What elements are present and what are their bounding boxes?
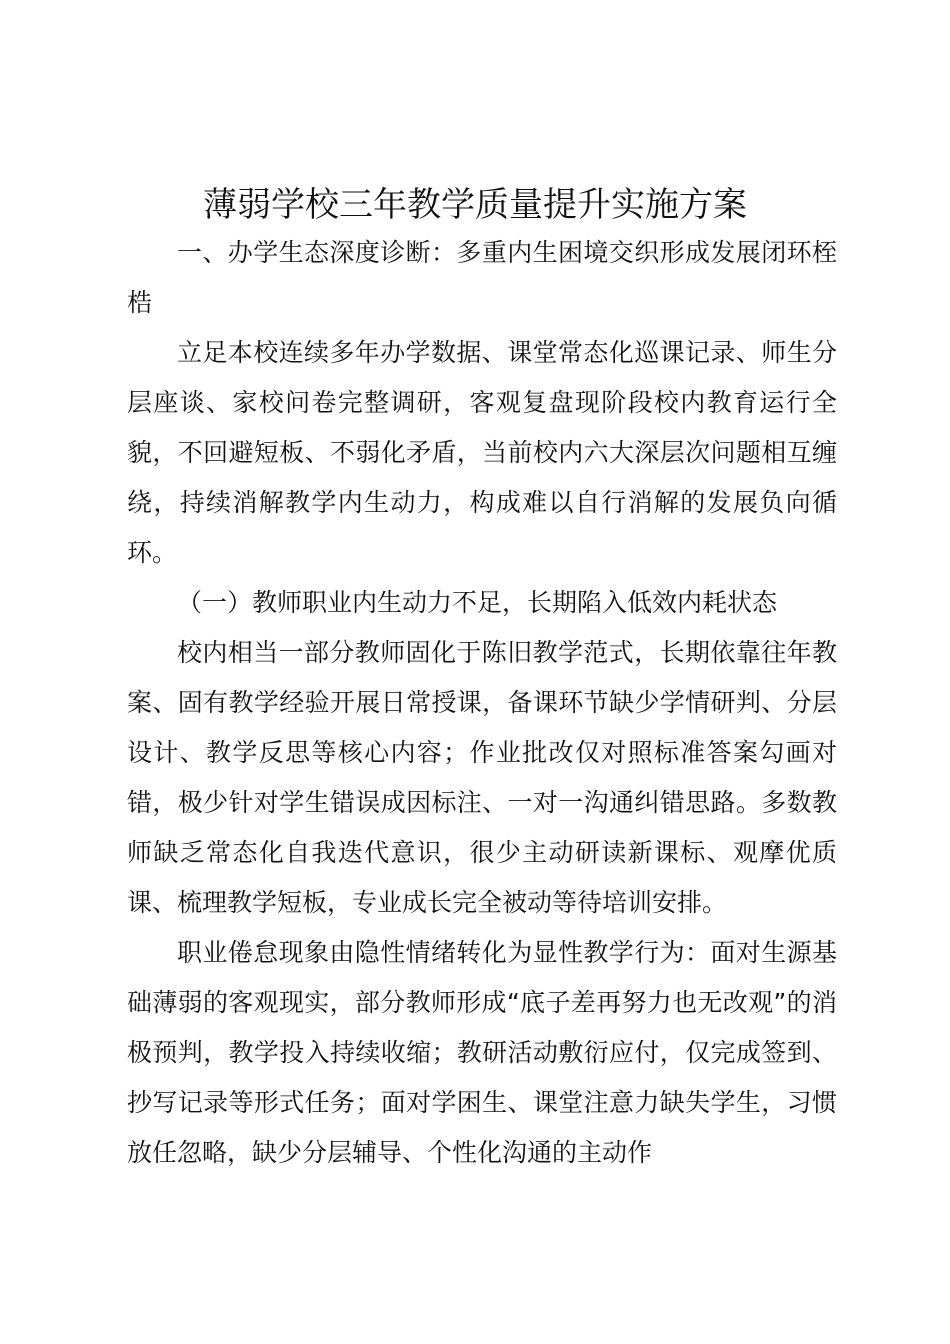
body-paragraph: 职业倦怠现象由隐性情绪转化为显性教学行为：面对生源基础薄弱的客观现实，部分教师形成“底子差再努力也无改观”的消极预判，教学投入持续收缩；教研活动敷衍应付，仅完成签到、抄写记录等形式任务；面对学困生、课堂注意力缺失学生，习惯放任忽略，缺少分层辅导、个性化沟通的主动作 <box>127 938 837 1167</box>
subsection-heading: （一）教师职业内生动力不足，长期陷入低效内耗状态 <box>177 588 778 617</box>
section-heading: 一、办学生态深度诊断：多重内生困境交织形成发展闭环桎梏 <box>127 238 837 317</box>
document-body <box>127 228 837 1178</box>
document-title: 薄弱学校三年教学质量提升实施方案 <box>203 185 747 225</box>
body-paragraph: 立足本校连续多年办学数据、课堂常态化巡课记录、师生分层座谈、家校问卷完整调研，客观复盘现阶段校内教育运行全貌，不回避短板、不弱化矛盾，当前校内六大深层次问题相互缠绕，持续消解教学内生动力，构成难以自行消解的发展负向循环。 <box>127 338 837 567</box>
body-paragraph: 校内相当一部分教师固化于陈旧教学范式，长期依靠往年教案、固有教学经验开展日常授课，备课环节缺少学情研判、分层设计、教学反思等核心内容；作业批改仅对照标准答案勾画对错，极少针对学生错误成因标注、一对一沟通纠错思路。多数教师缺乏常态化自我迭代意识，很少主动研读新课标、观摩优质课、梳理教学短板，专业成长完全被动等待培训安排。 <box>127 638 837 917</box>
